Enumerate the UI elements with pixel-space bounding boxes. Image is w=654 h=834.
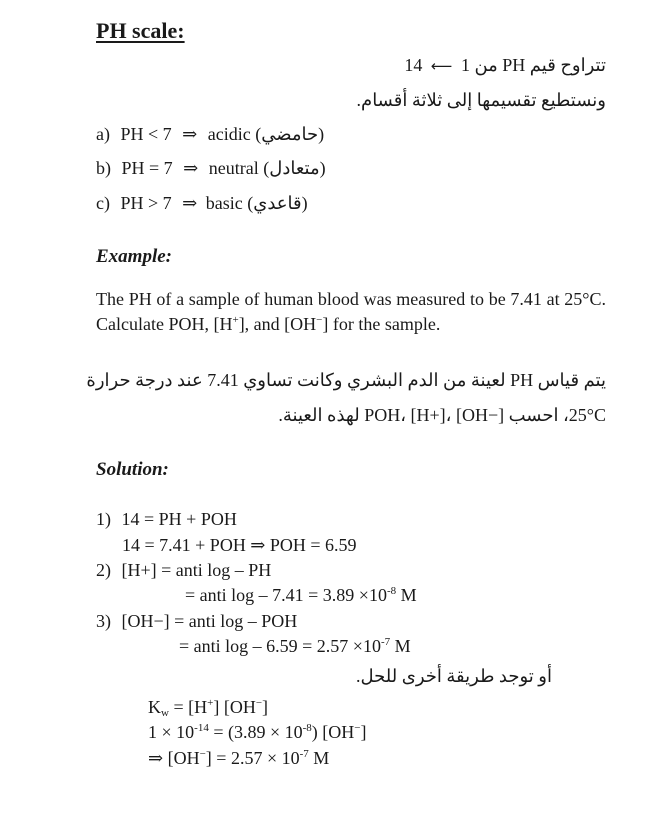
example-heading: Example: <box>96 246 172 267</box>
class-item-neutral <box>96 157 326 179</box>
range-end: 14 <box>404 55 423 75</box>
class-name: neutral <box>208 158 259 178</box>
class-label: a) <box>96 124 110 144</box>
step-1-line-1: 1) 14 = PH + POH <box>96 509 237 529</box>
class-condition: PH > 7 <box>120 193 172 213</box>
step-2-line-2: = anti $\log - 7.41 = 3.89 \times 10^{-8}$ M <box>185 585 417 605</box>
page-title: PH scale: <box>96 18 185 43</box>
kw-equation: $K_w = [H^+]$ [OH−] <box>148 697 269 719</box>
step-label: 1) <box>96 509 111 529</box>
class-label: b) <box>96 158 111 178</box>
class-condition: PH = 7 <box>121 158 173 178</box>
implies-icon: ⇒ <box>183 158 199 178</box>
step-1-line-2: 14 = 7.41 + POH ⇒ POH = 6.59 <box>122 535 357 555</box>
class-name: acidic <box>207 124 251 144</box>
kw-substitution: $1 \times 10^{-14} = (3.89 \times 10^{-8})$ [OH−] <box>148 722 367 742</box>
solution-heading: Solution: <box>96 459 169 480</box>
class-label: c) <box>96 193 110 213</box>
step-3-line-1: 3) [OH−] = anti log – POH <box>96 611 298 631</box>
class-item-acidic <box>96 123 324 145</box>
intro-division-text: ونستطيع تقسيمها إلى ثلاثة أقسام. <box>356 90 606 110</box>
step-3-line-2: = anti $\log - 6.59 = 2.57 \times 10^{-7}$ M <box>179 636 411 656</box>
class-item-basic <box>96 192 308 214</box>
intro-range-text: تتراوح قيم PH من <box>474 55 606 75</box>
step-2-line-1: 2) [H+] = anti log – PH <box>96 560 272 580</box>
class-arabic: (قاعدي) <box>247 193 308 213</box>
class-name: basic <box>205 193 243 213</box>
step-label: 2) <box>96 560 111 580</box>
example-arabic-line-2: 25°C، احسب POH، [H+]، [OH−] لهذه العينة. <box>278 405 606 425</box>
left-arrow-icon: ⟵ <box>430 57 453 75</box>
class-arabic: (حامضي) <box>255 124 325 144</box>
intro-range-line <box>404 54 606 77</box>
step-label: 3) <box>96 611 111 631</box>
example-arabic-line-1: يتم قياس PH لعينة من الدم البشري وكانت تساوي 7.41 عند درجة حرارة <box>86 370 606 390</box>
class-condition: PH < 7 <box>120 124 172 144</box>
alternative-method-text: أو توجد طريقة أخرى للحل. <box>356 666 552 686</box>
class-arabic: (متعادل) <box>263 158 326 178</box>
oh-result: ⇒ $[OH^-] = 2.57 \times 10^{-7}$ M <box>148 748 330 768</box>
range-start: 1 <box>460 55 470 75</box>
implies-icon: ⇒ <box>182 124 198 144</box>
implies-icon: ⇒ <box>182 193 198 213</box>
example-english-text: The PH of a sample of human blood was measured to be 7.41 at 25°C. Calculate POH, [H+], and [OH−] for the sample. <box>96 289 606 334</box>
